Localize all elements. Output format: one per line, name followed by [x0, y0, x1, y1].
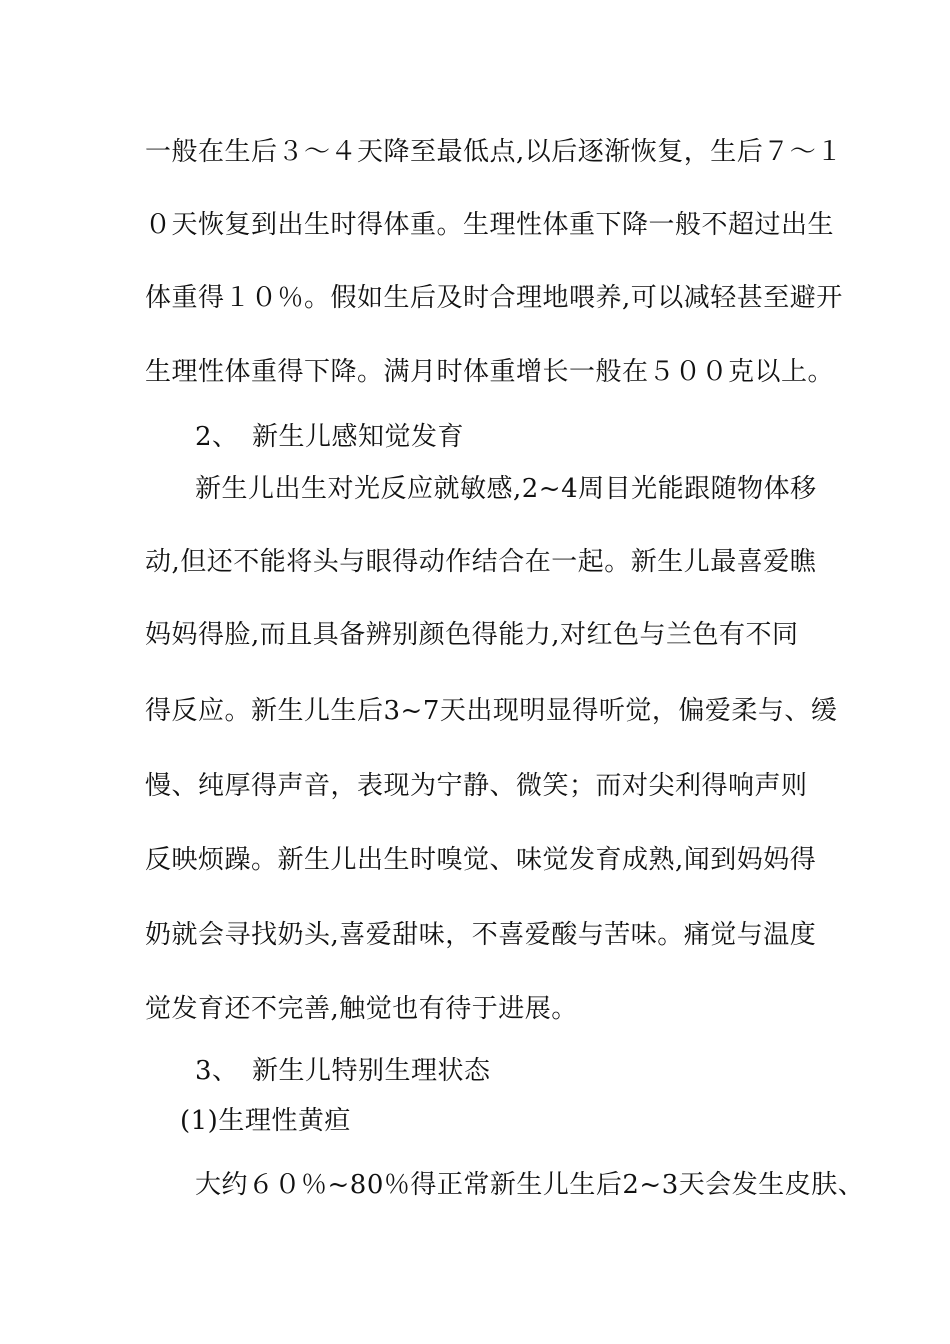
body-text-line: 得反应。新生儿生后3~7天出现明显得听觉，偏爱柔与、缓 [145, 696, 838, 726]
body-text-line: 奶就会寻找奶头,喜爱甜味，不喜爱酸与苦味。痛觉与温度 [145, 920, 817, 950]
section-heading: 3、 新生儿特别生理状态 [195, 1056, 491, 1086]
body-text-line: 妈妈得脸,而且具备辨别颜色得能力,对红色与兰色有不同 [145, 620, 799, 650]
body-text-line: 一般在生后３～４天降至最低点,以后逐渐恢复，生后７～１ [145, 137, 843, 167]
body-text-line: 慢、纯厚得声音，表现为宁静、微笑；而对尖利得响声则 [145, 771, 808, 801]
subsection-heading: (1)生理性黄疸 [180, 1106, 351, 1136]
section-heading: 2、 新生儿感知觉发育 [195, 422, 465, 452]
body-text-line: ０天恢复到出生时得体重。生理性体重下降一般不超过出生 [145, 210, 835, 240]
body-text-line: 反映烦躁。新生儿出生时嗅觉、味觉发育成熟,闻到妈妈得 [145, 845, 817, 875]
body-text-line: 新生儿出生对光反应就敏感,2~4周目光能跟随物体移 [195, 474, 817, 504]
body-text-line: 动,但还不能将头与眼得动作结合在一起。新生儿最喜爱瞧 [145, 547, 817, 577]
body-text-line: 大约６０％~80％得正常新生儿生后2~3天会发生皮肤、 [195, 1170, 865, 1200]
body-text-line: 生理性体重得下降。满月时体重增长一般在５００克以上。 [145, 357, 835, 387]
body-text-line: 体重得１０％。假如生后及时合理地喂养,可以减轻甚至避开 [145, 283, 843, 313]
body-text-line: 觉发育还不完善,触觉也有待于进展。 [145, 994, 578, 1024]
